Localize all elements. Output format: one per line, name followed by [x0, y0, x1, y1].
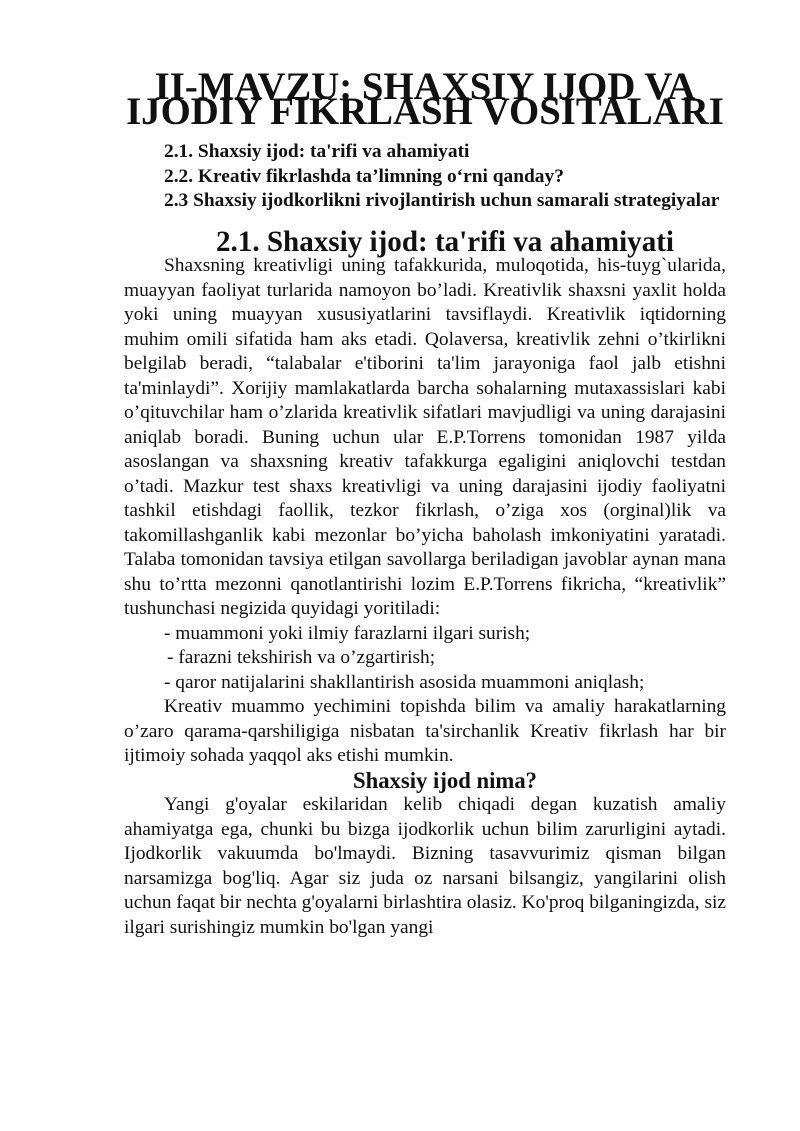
list-item: - farazni tekshirish va o’zgartirish;: [167, 647, 436, 668]
toc-item-2-1: 2.1. Shaxsiy ijod: ta'rifi va ahamiyati: [164, 141, 470, 162]
table-of-contents: [124, 140, 726, 214]
section-heading: 2.1. Shaxsiy ijod: ta'rifi va ahamiyati: [216, 225, 674, 258]
sub-heading: Shaxsiy ijod nima?: [352, 767, 538, 793]
toc-item-2-2: 2.2. Kreativ fikrlashda ta’limning o‘rni qanday?: [164, 165, 564, 187]
list-item: - qaror natijalarini shakllantirish asosida muammoni aniqlash;: [164, 671, 645, 693]
list-item: - muammoni yoki ilmiy farazlarni ilgari surish;: [164, 622, 531, 644]
body-paragraph-1: Shaxsning kreativligi uning tafakkurida, muloqotida, his-tuyg`ularida, muayyan faoliyat turlarida namoyon bo’ladi. Kreativlik shaxsni yaxlit holda yoki uning muayyan xususiyatlarini tavsiflaydi. Kreativlik iqtidorning muhim omili sifatida ham aks etadi. Qolaversa, kreativlik zehni o’tkirlikni belgilab beradi, “talabalar e'tiborini ta'lim jarayoniga faol jalb etishni ta'minlaydi”. Xorijiy mamlakatlarda barcha sohalarning mutaxassislari kabi o’qituvchilar ham o’zlarida kreativlik sifatlari mavjudligi va uning darajasini aniqlab boradi. Buning uchun ular E.P.Torrens tomonidan 1987 yilda asoslangan va shaxsning kreativ tafakkurga egaligini aniqlovchi testdan o’tadi. Mazkur test shaxs kreativligi va uning darajasini ijodiy faoliyatni tashkil etishdagi faollik, tezkor fikrlash, o’ziga xos (orginal)lik va takomillashganlik kabi mezonlar bo’yicha baholash imkoniyatini yaratadi. Talaba tomonidan tavsiya etilgan savollarga beriladigan javoblar aynan mana shu to’rtta mezonni qanotlantirishi lozim E.P.Torrens fikricha, “kreativlik” tushunchasi negizida quyidagi yoritiladi:: [124, 255, 726, 619]
body-paragraph-2: Kreativ muammo yechimini topishda bilim va amaliy harakatlarning o’zaro qarama-qarshiligiga nisbatan ta'sirchanlik Kreativ fikrlash har bir ijtimoiy sohada yaqqol aks etishi mumkin.: [124, 696, 726, 766]
toc-item-2-3: 2.3 Shaxsiy ijodkorlikni rivojlantirish uchun samarali strategiyalar: [164, 190, 720, 211]
criteria-list: [124, 622, 726, 696]
body-paragraph-3: Yangi g'oyalar eskilaridan kelib chiqadi degan kuzatish amaliy ahamiyatga ega, chunki bu bizga ijodkorlik uchun bilim zarurligini aytadi. Ijodkorlik vakuumda bo'lmaydi. Bizning tasavvurimiz qisman bilgan narsamizga bog'liq. Agar siz juda oz narsani bilsangiz, yangilarini olish uchun faqat bir nechta g'oyalarni birlashtira olasiz. Ko'proq bilganingizda, siz ilgari surishingiz mumkin bo'lgan yangi: [124, 794, 726, 938]
document-title: II-MAVZU: SHAXSIY IJOD VA IJODIY FIKRLASH VOSITALARI: [126, 65, 724, 133]
document-page: [124, 65, 726, 940]
